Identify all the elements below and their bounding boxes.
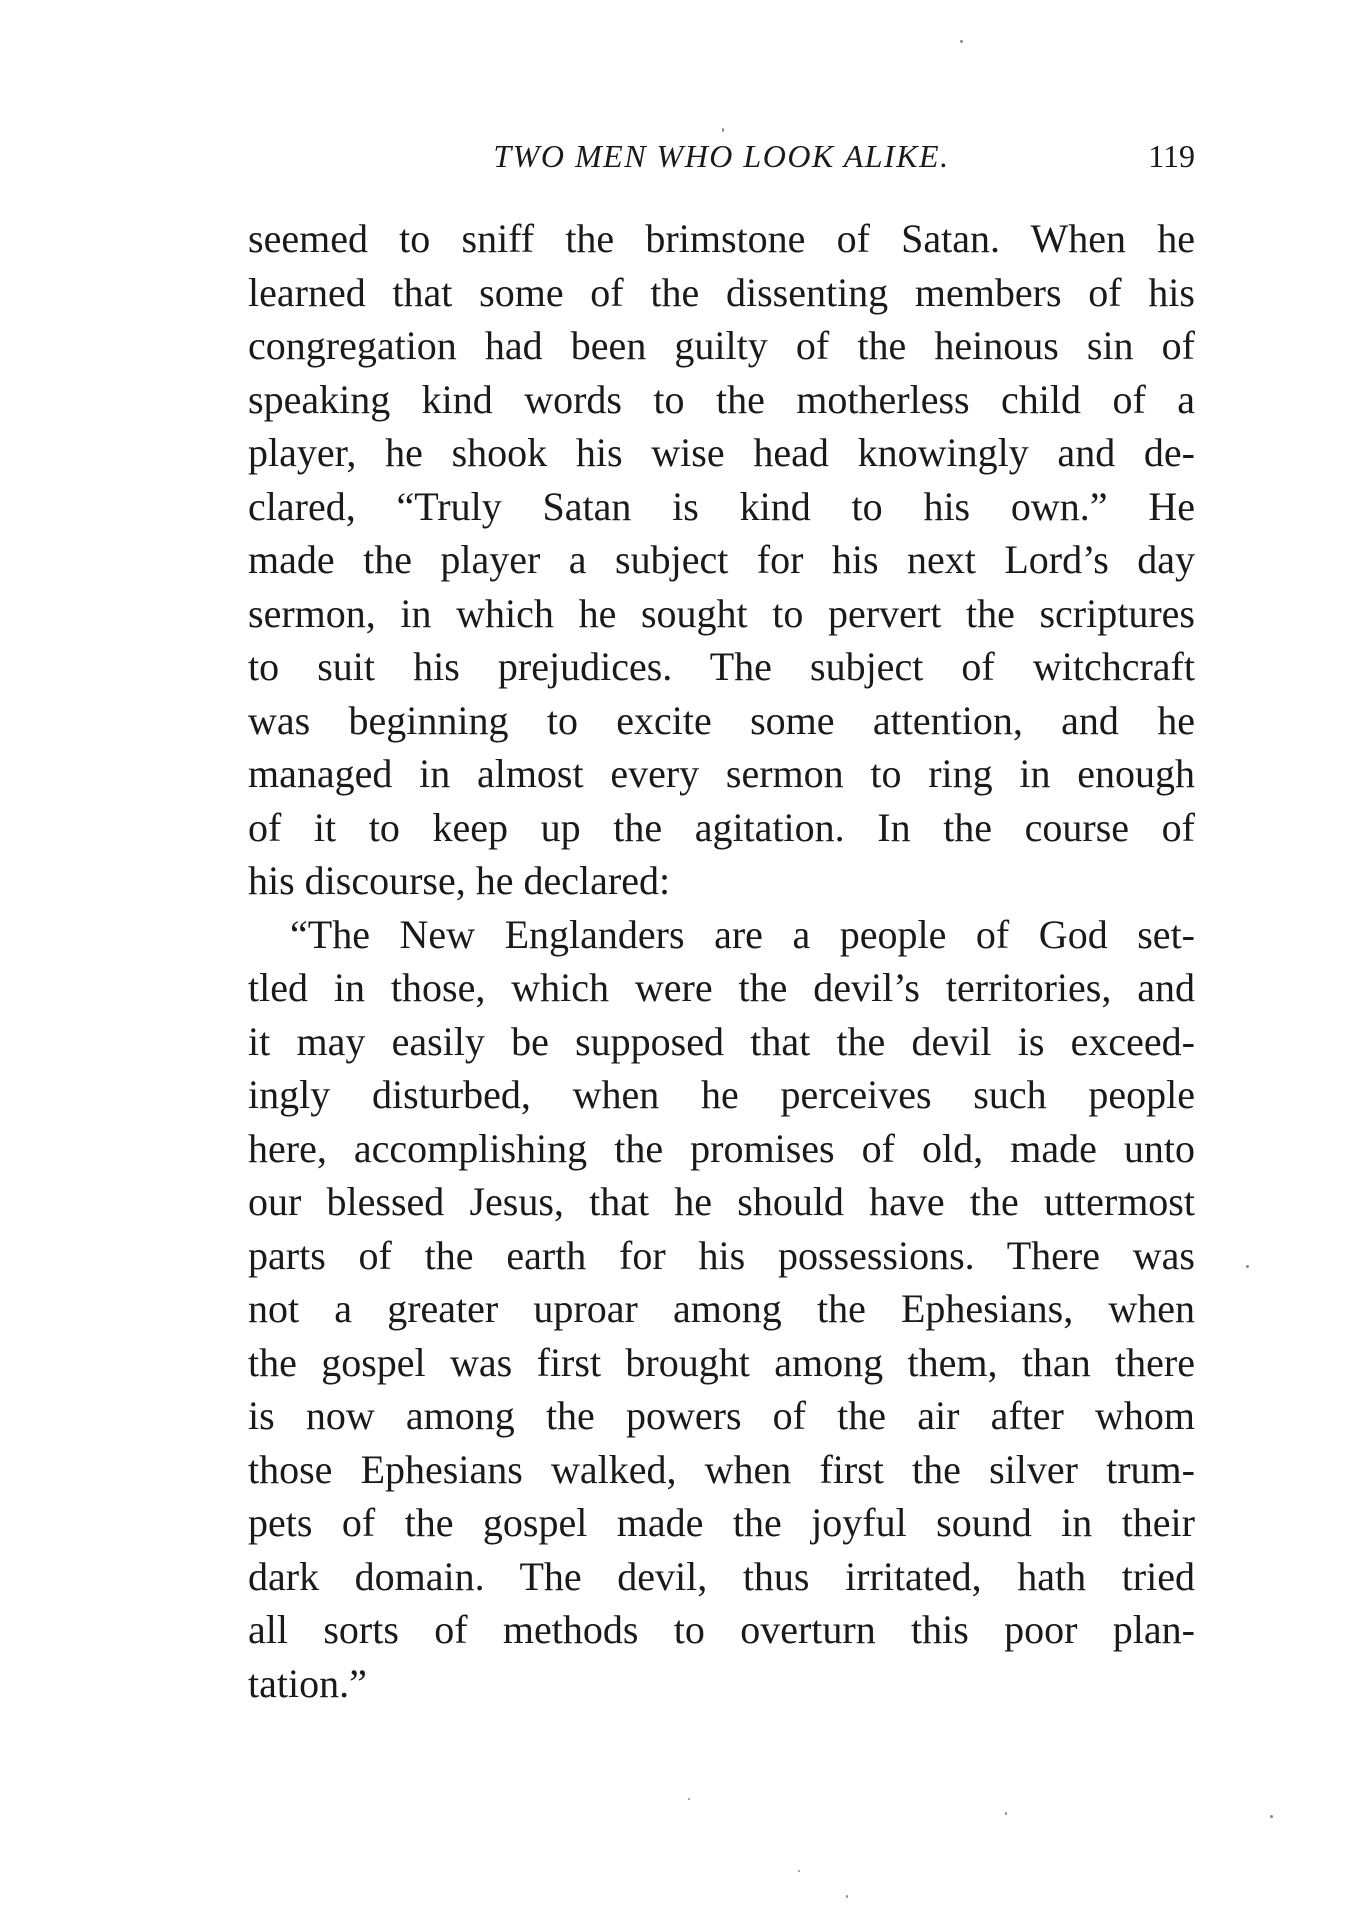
text-line: pets of the gospel made the joyful sound in their <box>248 1500 1195 1545</box>
text-line: the gospel was first brought among them, than there <box>248 1339 1195 1385</box>
text-line: not a greater uproar among the Ephesians, when <box>248 1286 1195 1331</box>
text-line: was beginning to excite some attention, and he <box>248 697 1195 743</box>
text-line: parts of the earth for his possessions. There was <box>248 1232 1195 1278</box>
text-line: those Ephesians walked, when first the silver trum- <box>248 1446 1195 1492</box>
text-line: speaking kind words to the motherless child of a <box>248 376 1195 422</box>
scan-speck <box>1270 1815 1273 1818</box>
text-line: player, he shook his wise head knowingly and de- <box>248 430 1195 475</box>
text-line: here, accomplishing the promises of old, made unto <box>248 1125 1195 1171</box>
text-line: of it to keep up the agitation. In the course of <box>248 804 1195 850</box>
text-line: ingly disturbed, when he perceives such people <box>248 1072 1195 1117</box>
text-line: to suit his prejudices. The subject of witchcraft <box>248 644 1195 689</box>
text-line: sermon, in which he sought to pervert the scriptures <box>248 590 1195 636</box>
text-line: all sorts of methods to overturn this poor plan- <box>248 1607 1195 1652</box>
running-title: TWO MEN WHO LOOK ALIKE. <box>493 138 950 174</box>
text-line: managed in almost every sermon to ring in enough <box>248 751 1195 796</box>
scan-speck <box>722 128 724 132</box>
scan-speck <box>1005 1812 1007 1815</box>
text-line: “The New Englanders are a people of God set- <box>290 911 1195 957</box>
text-line: is now among the powers of the air after whom <box>248 1393 1195 1438</box>
text-line: it may easily be supposed that the devil is exceed- <box>248 1018 1195 1064</box>
page-number: 119 <box>1148 138 1195 174</box>
text-line: clared, “Truly Satan is kind to his own.” He <box>248 483 1195 529</box>
text-line: dark domain. The devil, thus irritated, hath tried <box>248 1553 1195 1599</box>
text-line: his discourse, he declared: <box>248 858 671 903</box>
text-line: tation.” <box>248 1660 367 1706</box>
text-line: made the player a subject for his next Lord’s day <box>248 537 1195 582</box>
scan-speck <box>688 1798 690 1800</box>
scan-speck <box>846 1895 848 1898</box>
body-text <box>248 212 1195 1710</box>
scan-speck <box>1246 1265 1249 1268</box>
text-line: tled in those, which were the devil’s territories, and <box>248 965 1195 1010</box>
scan-speck <box>960 40 963 43</box>
text-line: our blessed Jesus, that he should have the uttermost <box>248 1179 1195 1224</box>
text-line: congregation had been guilty of the heinous sin of <box>248 323 1195 368</box>
text-line: learned that some of the dissenting members of his <box>248 269 1195 315</box>
scan-speck <box>798 1870 800 1872</box>
running-head <box>248 138 1195 186</box>
text-line: seemed to sniff the brimstone of Satan. When he <box>248 216 1195 261</box>
